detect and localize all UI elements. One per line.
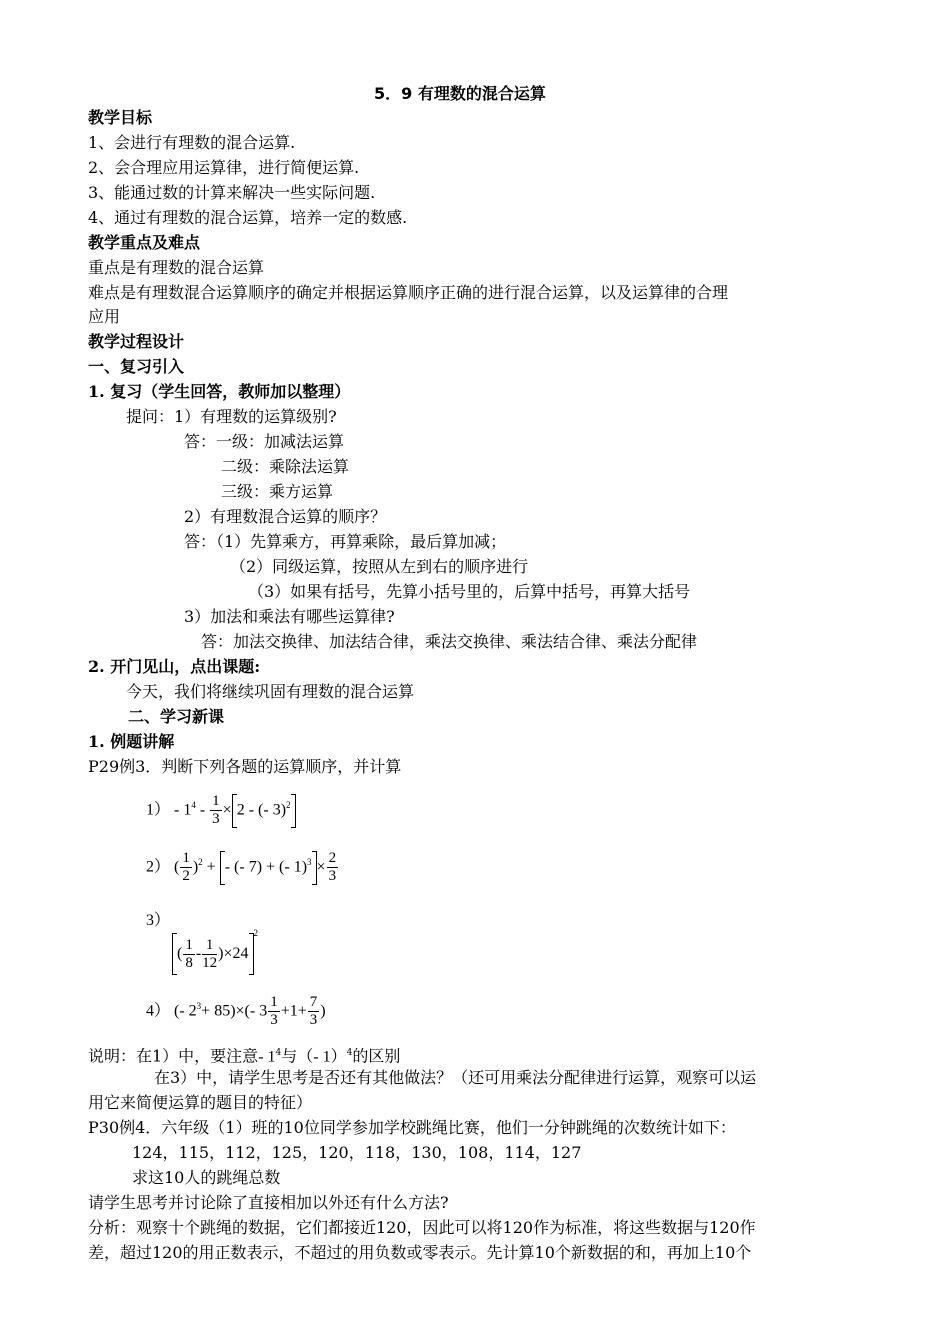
fraction: $\frac{1}{8}$: [185, 936, 193, 971]
problem-3: ( $\frac{1}{8}$ - $\frac{1}{12}$ )$\times 24^2$: [172, 911, 258, 976]
fraction: $\frac{1}{3}$: [212, 793, 220, 828]
question-2: 2）有理数混合运算的顺序？: [184, 507, 387, 526]
key-heading: 教学重点及难点: [88, 233, 201, 252]
open-text: 今天，我们将继续巩固有理数的混合运算: [126, 682, 415, 701]
analysis-line: 分析：观察十个跳绳的数据，它们都接近120，因此可以将120作为标准，将这些数据与120作: [88, 1218, 756, 1237]
bracket-close: [291, 794, 296, 828]
fraction: $\frac{1}{12}$: [202, 936, 218, 971]
note-1: 说明：在1）中，要注意- $1^4$与（- 1）$^4$的区别: [88, 1046, 401, 1066]
analysis-line: 差，超过120的用正数表示，不超过的用负数或零表示。先计算10个新数据的和，再加上10个: [88, 1243, 752, 1262]
note-2-line: 用它来简便运算的题目的特征）: [88, 1093, 313, 1112]
review-heading: 1. 复习（学生回答，教师加以整理）: [88, 382, 351, 401]
example-4-intro: P30例4．六年级（1）班的10位同学参加学校跳绳比赛，他们一分钟跳绳的次数统计如下：: [88, 1118, 736, 1137]
answer-2-line: 答：（1）先算乘方，再算乘除，最后算加减；: [184, 532, 507, 551]
difficulty-line: 应用: [88, 307, 121, 326]
answer-3: 答：加法交换律、加法结合律，乘法交换律、乘法结合律、乘法分配律: [201, 632, 698, 651]
fraction: $\frac{2}{3}$: [328, 850, 337, 885]
answer-1-line: 三级：乘方运算: [221, 482, 334, 501]
page-title: 5．9 有理数的混合运算: [374, 84, 546, 103]
goal-item: 2、会合理应用运算律，进行简便运算.: [88, 158, 360, 177]
note-2-line: 在3）中，请学生思考是否还有其他做法？（还可用乘法分配律进行运算，观察可以运: [154, 1068, 757, 1087]
part1-heading: 一、复习引入: [88, 357, 185, 376]
goal-item: 4、通过有理数的混合运算，培养一定的数感.: [88, 208, 408, 227]
goal-item: 1、会进行有理数的混合运算.: [88, 133, 296, 152]
example-3-intro: P29例3．判断下列各题的运算顺序，并计算: [88, 757, 402, 776]
fraction: $\frac{1}{3}$: [270, 994, 278, 1029]
goal-item: 3、能通过数的计算来解决一些实际问题.: [88, 183, 376, 202]
fraction: $\frac{1}{2}$: [182, 850, 190, 885]
fraction: $\frac{7}{3}$: [309, 994, 318, 1029]
problem-label: 2）: [146, 858, 171, 876]
problem-4: 4） (- $2^3+ 85)\times(-$ 3 $\frac{1}{3}$ +1+ $\frac{7}{3}$ ): [146, 994, 326, 1029]
problem-1: $1) - 1^4$ - $\frac{1}{3}$ × 2 - (- 3)$^2$: [146, 786, 296, 829]
answer-2-line: （3）如果有括号，先算小括号里的，后算中括号，再算大括号: [248, 582, 691, 601]
example-heading: 1. 例题讲解: [88, 732, 175, 751]
problem-label: 1）: [146, 801, 171, 819]
question-1: 提问：1）有理数的运算级别?: [126, 407, 337, 426]
discuss-prompt: 请学生思考并讨论除了直接相加以外还有什么方法?: [88, 1193, 449, 1212]
open-heading: 2. 开门见山，点出课题:: [88, 657, 261, 676]
question-3: 3）加法和乘法有哪些运算律?: [184, 607, 395, 626]
answer-1-line: 答：一级：加减法运算: [184, 432, 345, 451]
answer-1-line: 二级：乘除法运算: [221, 457, 350, 476]
difficulty-line: 难点是有理数混合运算顺序的确定并根据运算顺序正确的进行混合运算，以及运算律的合理: [88, 283, 729, 302]
part2-heading: 二、学习新课: [128, 707, 225, 726]
data-list: 124，115，112，125，120，118，130，108，114，127: [132, 1143, 582, 1162]
key-point: 重点是有理数的混合运算: [88, 258, 265, 277]
problem-2: 2） ( $\frac{1}{2}$ )$^2$ + - (- 7) + (- 1)$^3$ × $\frac{2}{3}$: [146, 850, 337, 885]
process-heading: 教学过程设计: [88, 332, 185, 351]
goals-heading: 教学目标: [88, 108, 153, 127]
bracket-close: [249, 933, 254, 975]
ask-total: 求这10人的跳绳总数: [132, 1168, 281, 1187]
problem-3-label: 3）: [146, 912, 171, 929]
problem-label: 4）: [146, 1002, 171, 1020]
answer-2-line: （2）同级运算，按照从左到右的顺序进行: [230, 557, 529, 576]
